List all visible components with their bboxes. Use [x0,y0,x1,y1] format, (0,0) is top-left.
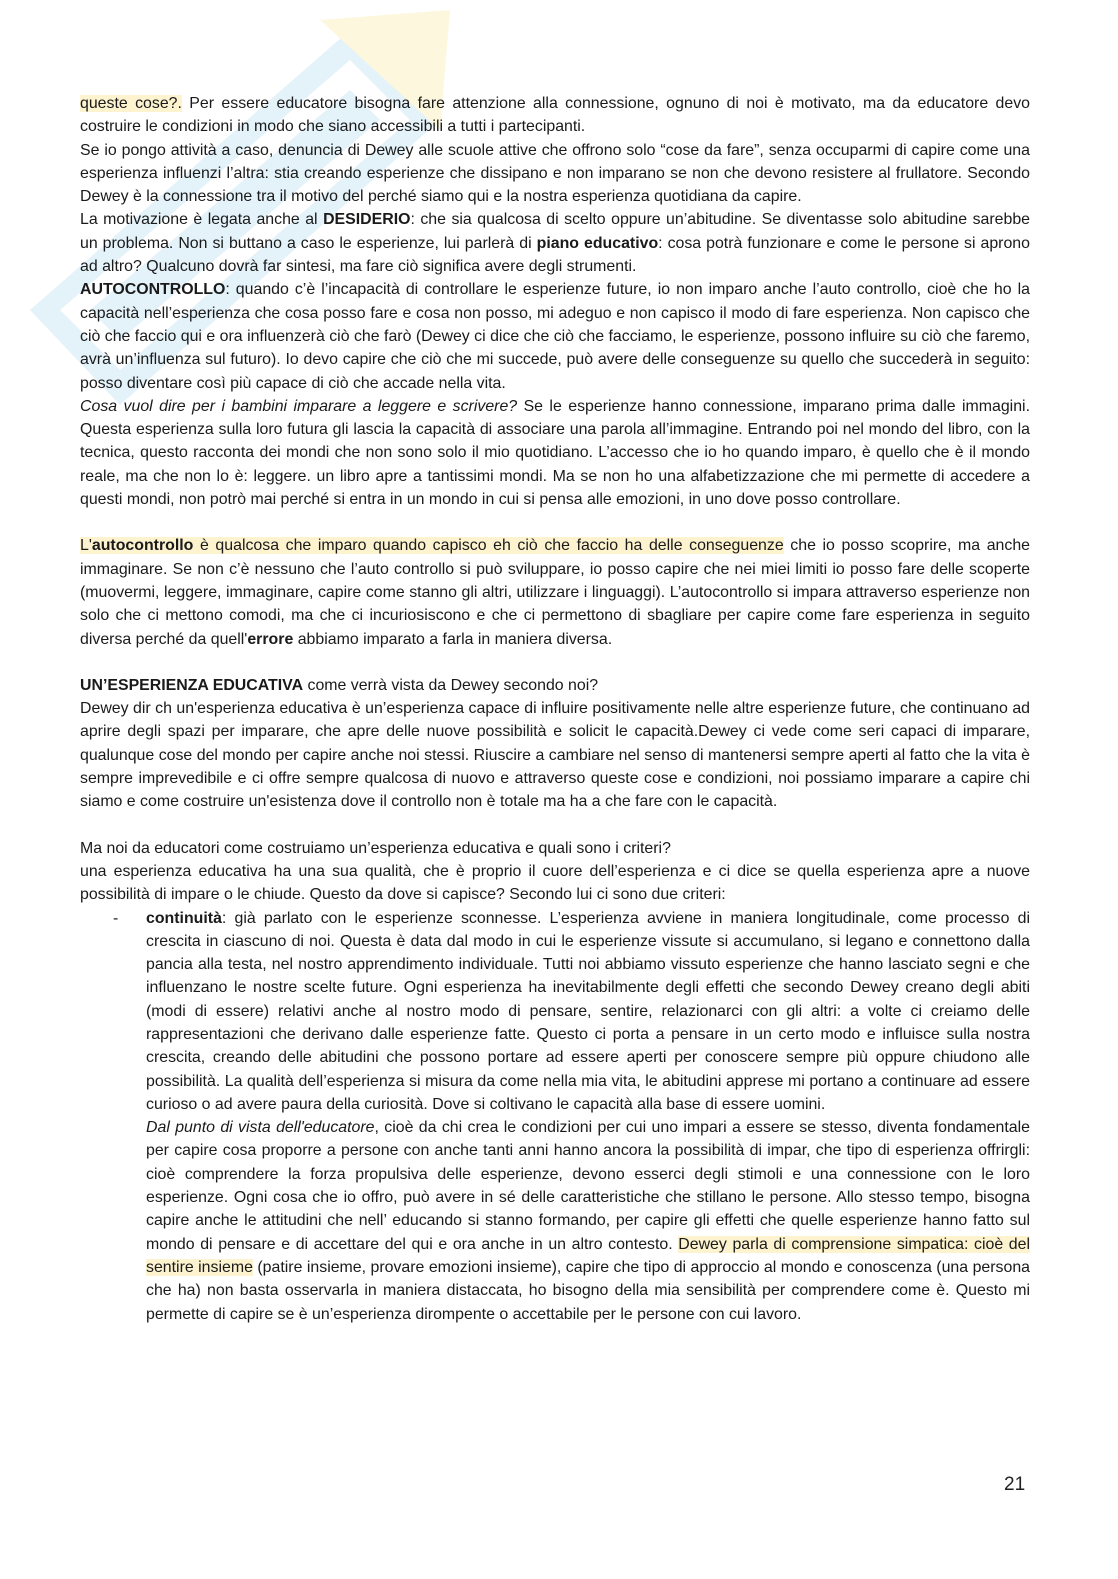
term-autocontrollo: AUTOCONTROLLO [80,281,226,299]
paragraph-5: Cosa vuol dire per i bambini imparare a leggere e scrivere? Se le esperienze hanno connessione, imparano prima dalle immagini. Questa esperienza sulla loro futura gli lascia la capacità di associare una parola all’immagine. Entrando poi nel mondo del libro, con la tecnica, questo racconta dei mondi che non sono solo il mio quotidiano. L’accesso che io ho quando imparo, è quello che è il mondo reale, ma che non lo è: leggere. un libro apre a tantissimi mondi. Ma se non ho una alfabetizzazione che mi permette di accedere a questi mondi, non potrò mai perché si entra in un mondo in cui si pensa alle emozioni, in uno dove posso controllare. [80,397,1030,509]
paragraph-autocontrollo: AUTOCONTROLLO: quando c’è l’incapacità di controllare le esperienze future, io non imparo anche l’auto controllo, cioè che ho la capacità nell’esperienza che cosa posso fare e cosa non posso, mi adeguo e non capisco il modo di fare esperienza. Non capisco che ciò che faccio qui e ora influenzerà ciò che farò (Dewey ci dice che ciò che facciamo, le esperienze, possono influire su ciò che faremo, avrà un’influenza sul futuro). Io devo capire che ciò che mi succede, può avere delle conseguenze su quello che succederà in seguito: posso diventare così più capace di ciò che accade nella vita. [80,281,1030,392]
paragraph-6: L'autocontrollo è qualcosa che imparo quando capisco eh ciò che faccio ha delle conseguenze che io posso scoprire, ma anche immaginare. Se non c’è nessuno che l’auto controllo si può sviluppare, io posso capire che nei miei limiti io posso fare delle scoperte (muovermi, leggere, immaginare, capire come stanno gli altri, utilizzare i linguaggi). L’autocontrollo si impara attraverso esperienze non solo che ci mettono comodi, ma che ci incuriosiscono e che ci permettono di sbagliare per capire come fare esperienza in seguito diversa perché da quell'errore abbiamo imparato a farla in maniera diversa. [80,537,1030,648]
page-number: 21 [1004,1474,1026,1495]
section-heading: UN’ESPERIENZA EDUCATIVA come verrà vista da Dewey secondo noi? [80,676,599,694]
highlighted-text: queste cose?. [80,95,182,112]
bullet-dash: - [113,909,119,927]
paragraph-1: queste cose?. Per essere educatore bisogna fare attenzione alla connessione, ognuno di noi è motivato, ma da educatore devo costruire le condizioni in modo che siano accessibili a tutti i partecipanti. [80,95,1030,136]
document-body [80,92,1030,1326]
paragraph-gap [80,814,1030,837]
paragraph-gap [80,651,1030,674]
paragraph-2: Se io pongo attività a caso, denuncia di Dewey alle scuole attive che offrono solo “cose da fare”, senza occuparmi di capire come una esperienza influenzi l’altra: stia creando esperienze che dissipano e non imparano se non che devono resistere al frullatore. Secondo Dewey è la connessione tra il motivo del perché siamo qui e la nostra esperienza quotidiana da capire. [80,141,1030,206]
criteria-list [80,907,1030,1326]
highlighted-text: L'autocontrollo è qualcosa che imparo quando capisco eh ciò che faccio ha delle conseguenze [80,537,784,555]
highlighted-text: Dewey parla di comprensione simpatica: cioè del sentire insieme [146,1235,1030,1276]
paragraph-gap [80,511,1030,534]
list-item: - continuità: già parlato con le esperienze sconnesse. L’esperienza avviene in maniera longitudinale, come processo di crescita in ciascuno di noi. Questa è data dal modo in cui le esperienze vissute si accumulano, si legano e connettono dalla pancia alla testa, nel nostro apprendimento individuale. Tutti noi abbiamo vissuto esperienze che hanno lasciato segni e che influenzano le nostre scelte future. Ogni esperienza ha inevitabilmente degli effetti che secondo Dewey creano degli abiti (modi di essere) relativi anche al nostro modo di pensare, sentire, relazionarci con gli altri: a volte ci creiamo delle rappresentazioni che derivano dalle esperienze fatte. Questo ci porta a pensare in un certo modo e influisce sulla nostra crescita, creando delle abitudini che possono portare ad essere aperti per conoscere sempre più oppure chiudono alle possibilità. La qualità dell’esperienza si misura da come nella mia vita, le abitudini apprese mi portano a continuare ad essere curioso o ad avere paura della curiosità. Dove si coltivano le capacità alla base di essere uomini. Dal punto di vista dell'educatore, cioè da chi crea le condizioni per cui uno impari a essere se stesso, diventa fondamentale per capire cosa proporre a persone con anche tanti anni hanno ancora la possibilità di impar, che tipo di esperienza offrirgli: cioè comprendere la forza propulsiva delle esperienze, devono esserci degli stimoli e una connessione con le loro esperienze. Ogni cosa che io offro, può avere in sé delle caratteristiche che stillano le persone. Allo stesso tempo, bisogna capire anche le attitudini che nell’ educando si stanno formando, per capire gli effetti che quelle esperienze hanno fatto sul mondo di pensare e di accettare del qui e ora anche in un altro contesto. Dewey parla di comprensione simpatica: cioè del sentire insieme (patire insieme, provare emozioni insieme), capire che tipo di approccio al mondo e conoscenza (una persona che ha) non basta osservarla in maniera distaccata, ho bisogno della mia sensibilità per comprendere come è. Questo mi permette di capire se è un’esperienza dirompente o accettabile per le persone con cui lavoro. [80,907,1030,1326]
paragraph-8: Dewey dir ch un'esperienza educativa è un’esperienza capace di influire positivamente nelle altre esperienze future, che continuano ad aprire degli spazi per imparare, che apre delle nuove possibilità e solicit le capacità.Dewey ci vede come seri capaci di imparare, qualunque cose del mondo per capire anche noi stessi. Riuscire a cambiare nel senso di mantenersi sempre aperti al fatto che la vita è sempre imprevedibile e ci offre sempre qualcosa di nuovo e attraverso queste cose e condizioni, noi possiamo imparare a capire chi siamo e come costruire un'esistenza dove il controllo non è totale ma ha a che fare con le capacità. [80,700,1030,811]
paragraph-3: La motivazione è legata anche al DESIDERIO: che sia qualcosa di scelto oppure un’abitudine. Se diventasse solo abitudine sarebbe un problema. Non si buttano a caso le esperienze, lui parlerà di piano educativo: cosa potrà funzionare e come le persone si aprono ad altro? Qualcuno dovrà far sintesi, ma fare ciò significa avere degli strumenti. [80,211,1030,276]
paragraph-10: una esperienza educativa ha una sua qualità, che è proprio il cuore dell’esperienza e ci dice se quella esperienza apre a nuove possibilità di impare o le chiude. Questo da dove si capisce? Secondo lui ci sono due criteri: [80,862,1030,904]
paragraph-9: Ma noi da educatori come costruiamo un’esperienza educativa e quali sono i criteri? [80,839,671,857]
